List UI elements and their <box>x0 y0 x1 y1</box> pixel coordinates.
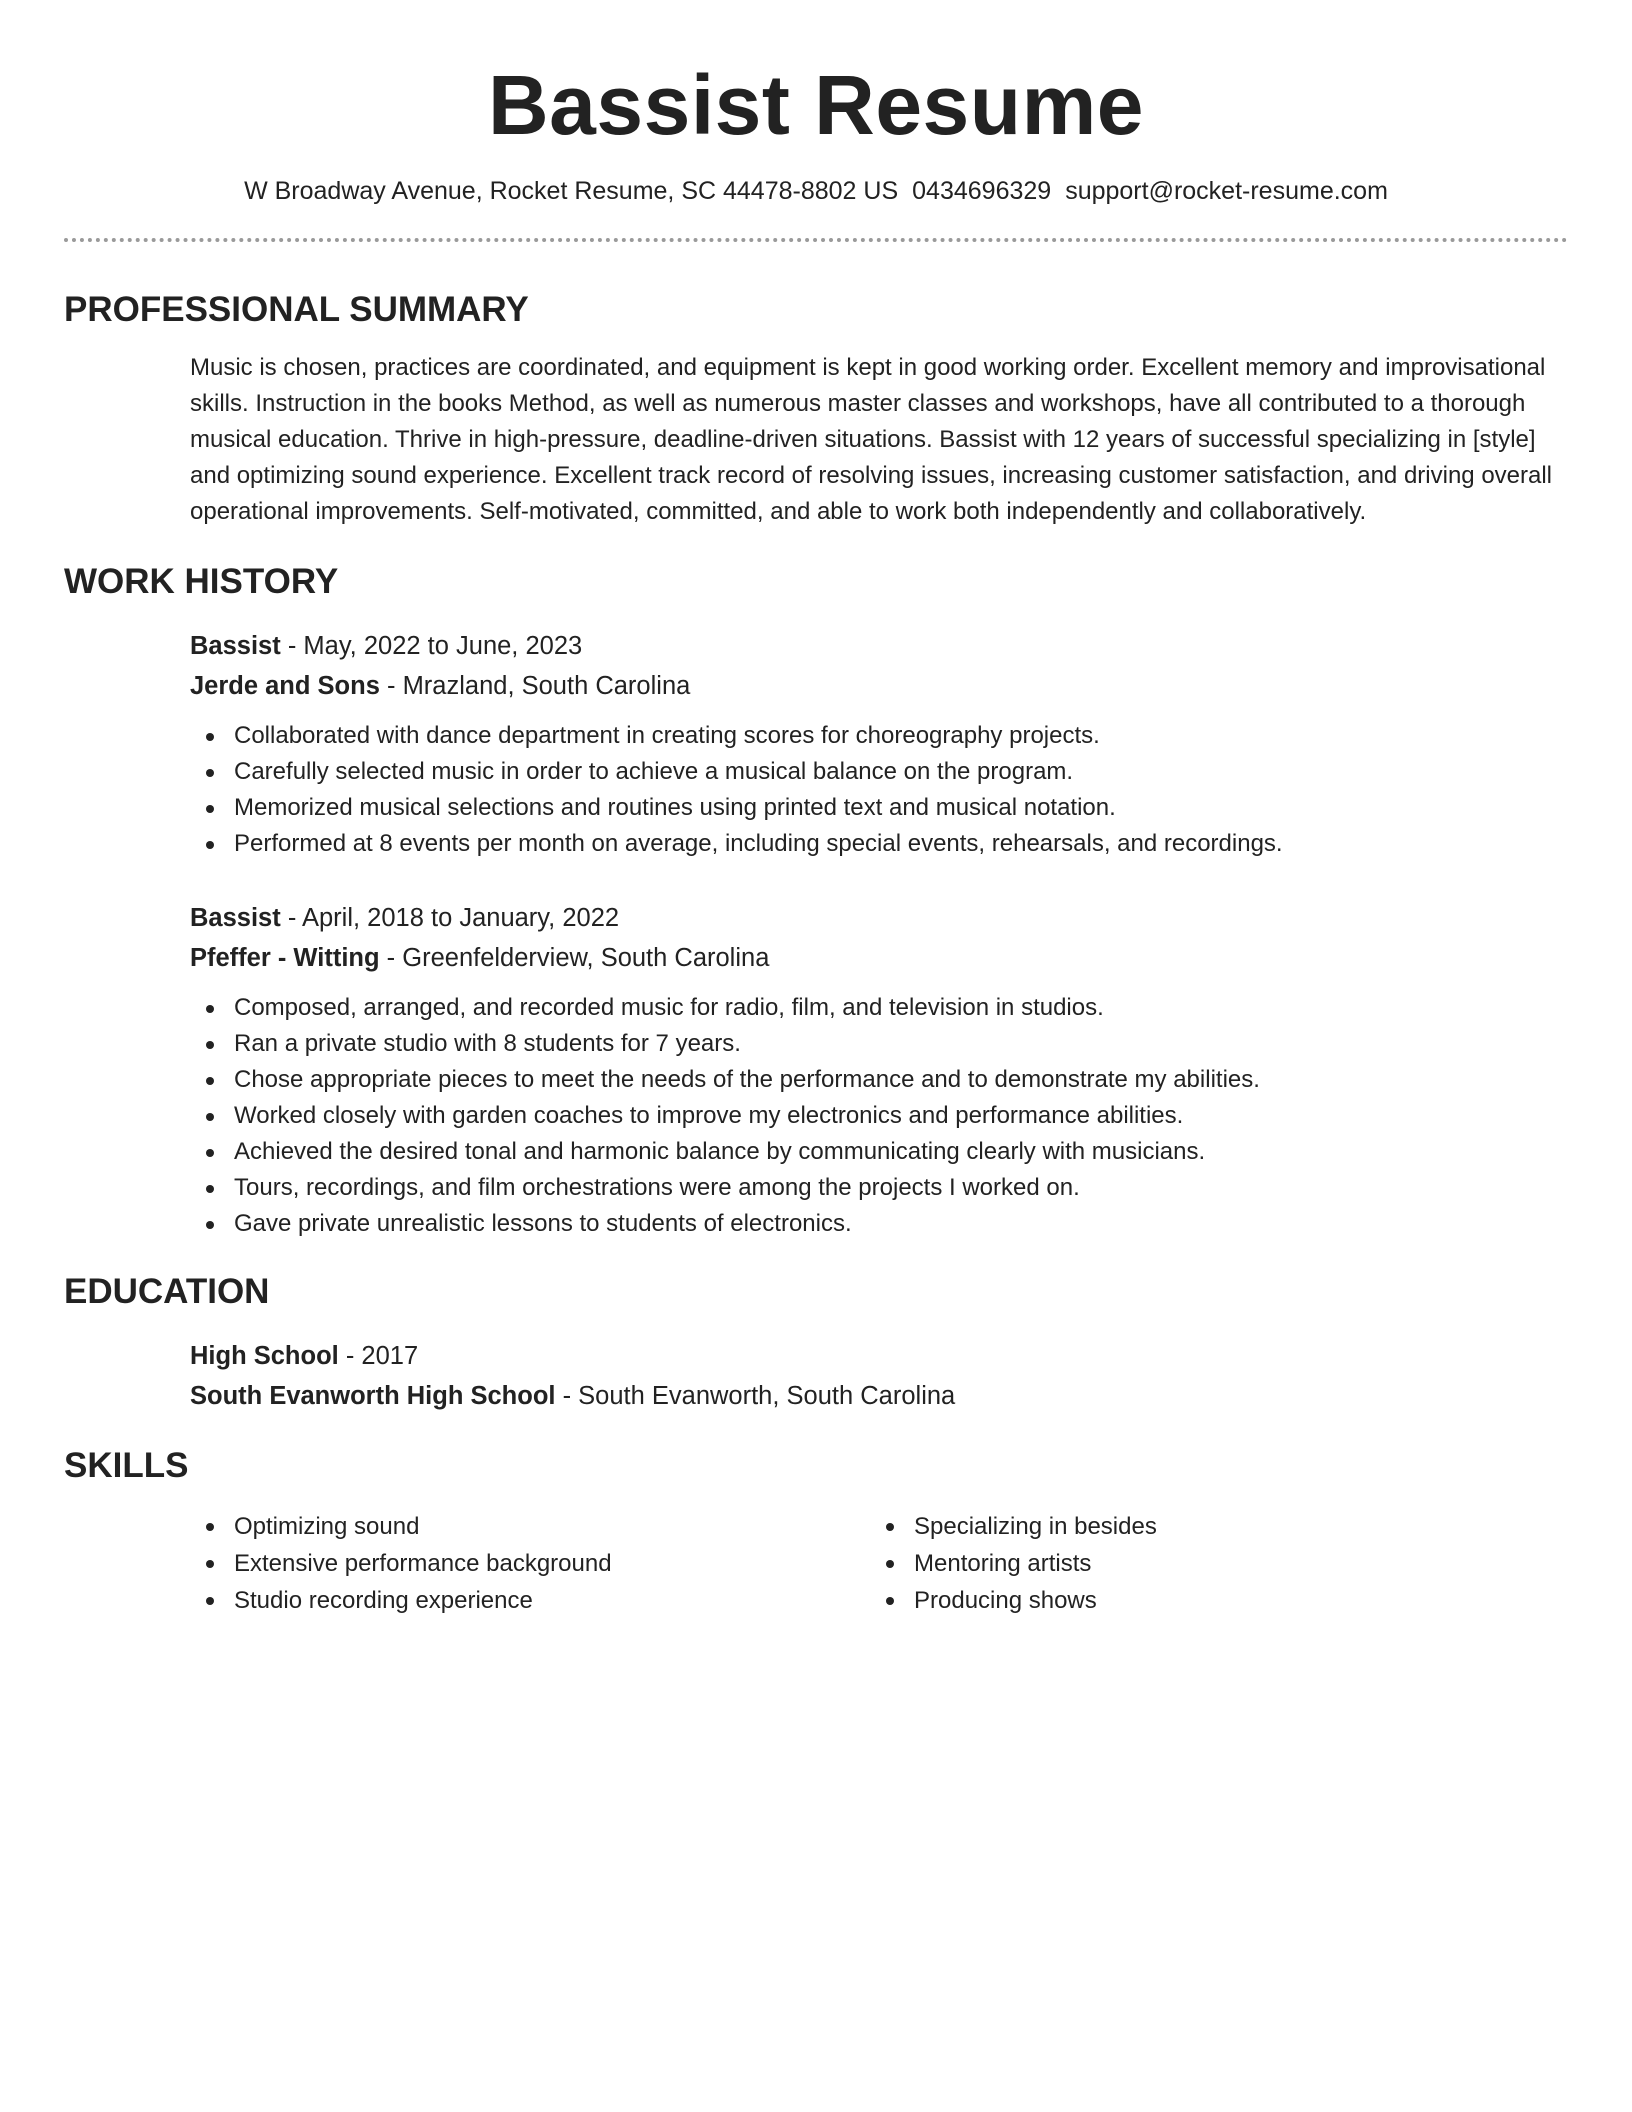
education-year: - 2017 <box>338 1342 419 1370</box>
job-entry <box>190 898 1568 1242</box>
education-school: South Evanworth High School <box>190 1382 556 1410</box>
skill-item: Studio recording experience <box>190 1582 870 1619</box>
job-bullets <box>190 990 1568 1242</box>
job-dates: - April, 2018 to January, 2022 <box>280 904 620 932</box>
job-title: Bassist <box>190 904 281 932</box>
skills-column-left <box>190 1508 870 1619</box>
job-title-line <box>190 898 1568 938</box>
list-item: Ran a private studio with 8 students for 7 years. <box>190 1026 1568 1062</box>
contact-phone: 0434696329 <box>912 177 1052 205</box>
skill-item: Mentoring artists <box>870 1545 1470 1582</box>
skill-item: Optimizing sound <box>190 1508 870 1545</box>
list-item: Composed, arranged, and recorded music for radio, film, and television in studios. <box>190 990 1568 1026</box>
skill-item: Producing shows <box>870 1582 1470 1619</box>
education-degree-line <box>190 1336 1568 1376</box>
resume-title: Bassist Resume <box>488 58 1144 152</box>
header-divider <box>64 238 1568 242</box>
job-company: Pfeffer - Witting <box>190 944 380 972</box>
job-title: Bassist <box>190 632 281 660</box>
job-company-line <box>190 938 1568 978</box>
job-location: - Mrazland, South Carolina <box>379 672 691 700</box>
list-item: Carefully selected music in order to achieve a musical balance on the program. <box>190 754 1568 790</box>
list-item: Collaborated with dance department in creating scores for choreography projects. <box>190 718 1568 754</box>
list-item: Gave private unrealistic lessons to students of electronics. <box>190 1206 1568 1242</box>
job-bullets <box>190 718 1568 862</box>
job-location: - Greenfelderview, South Carolina <box>379 944 770 972</box>
list-item: Worked closely with garden coaches to improve my electronics and performance abilities. <box>190 1098 1568 1134</box>
skill-item: Extensive performance background <box>190 1545 870 1582</box>
skills-column-right <box>870 1508 1470 1619</box>
job-company-line <box>190 666 1568 706</box>
contact-email: support@rocket-resume.com <box>1065 177 1388 205</box>
list-item: Achieved the desired tonal and harmonic balance by communicating clearly with musicians. <box>190 1134 1568 1170</box>
section-heading-skills: SKILLS <box>64 1446 189 1485</box>
skills-list <box>190 1508 1568 1619</box>
contact-line <box>64 174 1568 208</box>
resume-page <box>64 0 1568 1619</box>
section-heading-education: EDUCATION <box>64 1272 270 1311</box>
section-heading-summary: PROFESSIONAL SUMMARY <box>64 290 529 329</box>
skill-item: Specializing in besides <box>870 1508 1470 1545</box>
list-item: Chose appropriate pieces to meet the needs of the performance and to demonstrate my abilities. <box>190 1062 1568 1098</box>
list-item: Performed at 8 events per month on average, including special events, rehearsals, and recordings. <box>190 826 1568 862</box>
education-entry <box>190 1336 1568 1416</box>
summary-text: Music is chosen, practices are coordinated, and equipment is kept in good working order. Excellent memory and improvisational skills. Instruction in the books Method, as well as numerous master classes and workshops, have all contributed to a thorough musical education. Thrive in high-pressure, deadline-driven situations. Bassist with 12 years of successful specializing in [style] and optimizing sound experience. Excellent track record of resolving issues, increasing customer satisfaction, and driving overall operational improvements. Self-motivated, committed, and able to work both independently and collaboratively. <box>190 354 1553 525</box>
list-item: Memorized musical selections and routines using printed text and musical notation. <box>190 790 1568 826</box>
education-school-line <box>190 1376 1568 1416</box>
section-heading-work-history: WORK HISTORY <box>64 562 339 601</box>
job-company: Jerde and Sons <box>190 672 380 700</box>
job-title-line <box>190 626 1568 666</box>
contact-address: W Broadway Avenue, Rocket Resume, SC 44478-8802 US <box>244 177 899 205</box>
education-degree: High School <box>190 1342 339 1370</box>
job-entry <box>190 626 1568 862</box>
job-dates: - May, 2022 to June, 2023 <box>280 632 583 660</box>
education-location: - South Evanworth, South Carolina <box>555 1382 956 1410</box>
list-item: Tours, recordings, and film orchestrations were among the projects I worked on. <box>190 1170 1568 1206</box>
